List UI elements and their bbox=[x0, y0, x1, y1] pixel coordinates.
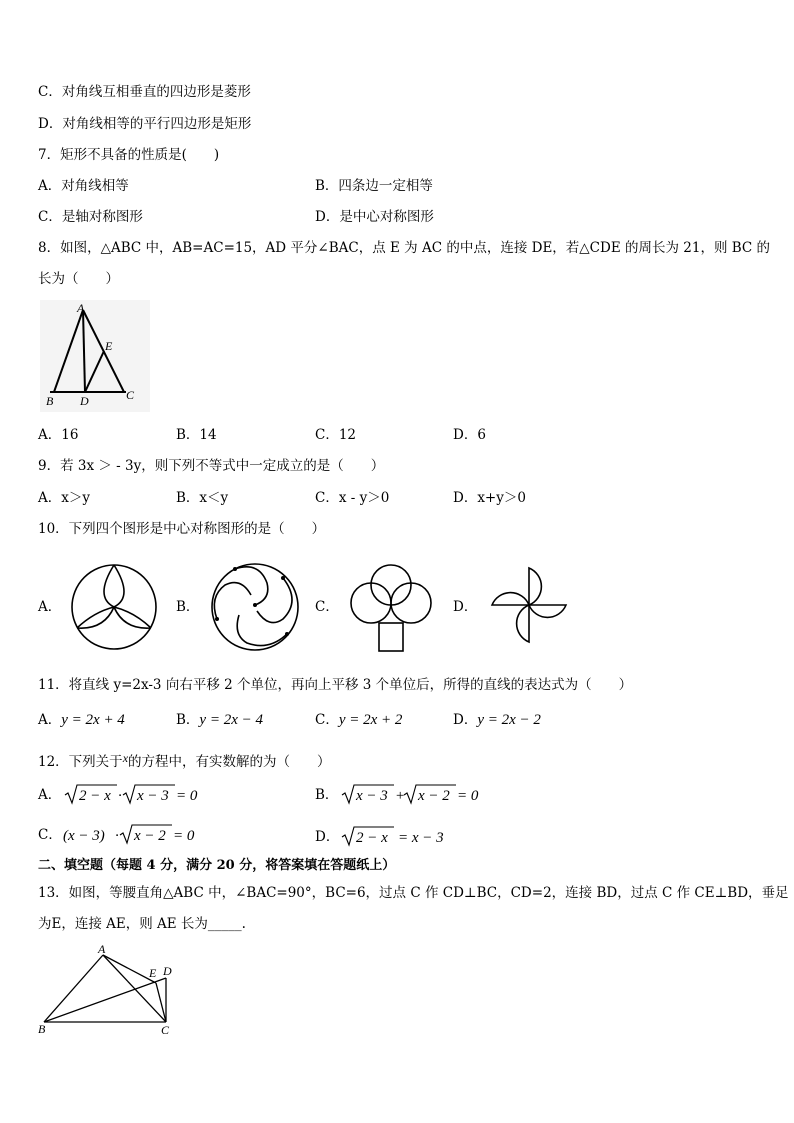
section-2-heading: 二、填空题（每题 4 分，满分 20 分，将答案填在答题纸上） bbox=[38, 858, 396, 873]
q12-a-rad2: x − 3 bbox=[137, 788, 169, 804]
q12-b-eq0: = 0 bbox=[457, 788, 479, 804]
q10-figure-a bbox=[69, 562, 159, 652]
q10-option-a-label: A． bbox=[38, 599, 62, 615]
q7-option-b: B．四条边一定相等 bbox=[315, 178, 433, 194]
q9-stem: 9．若 3x ＞ - 3y，则下列不等式中一定成立的是（ ） bbox=[38, 458, 385, 474]
q8-option-c: C．12 bbox=[315, 427, 357, 443]
q12-c-dot: · bbox=[115, 828, 119, 844]
q9-option-d: D．x+y＞0 bbox=[453, 490, 526, 506]
q12-stem bbox=[38, 749, 331, 771]
q13-label-d: D bbox=[163, 964, 172, 978]
q12-c-rad: x − 2 bbox=[134, 828, 166, 844]
q13-stem-line1: 13．如图，等腰直角△ABC 中，∠BAC=90°，BC=6，过点 C 作 CD⊥BC，CD=2，连接 BD，过点 C 作 CE⊥BD，垂足 bbox=[38, 885, 789, 901]
q12-stem-pre: 12．下列关于 bbox=[38, 754, 123, 770]
q8-option-b: B．14 bbox=[176, 427, 217, 443]
q11-option-a bbox=[38, 711, 125, 729]
q13-label-e: E bbox=[149, 966, 157, 980]
q12-option-c-label: C． bbox=[38, 827, 62, 843]
q12-b-plus: + bbox=[395, 788, 406, 804]
q13-stem-line2: 为E，连接 AE，则 AE 长为_____. bbox=[38, 916, 246, 932]
q13-label-b: B bbox=[38, 1022, 46, 1036]
q7-option-c: C．是轴对称图形 bbox=[38, 209, 143, 225]
q11-option-d-label: D． bbox=[453, 712, 478, 728]
q7-option-a: A．对角线相等 bbox=[38, 178, 129, 194]
q12-option-b-math bbox=[340, 783, 480, 807]
q10-stem: 10．下列四个图形是中心对称图形的是（ ） bbox=[38, 521, 326, 537]
q9-option-c: C．x - y＞0 bbox=[315, 490, 390, 506]
q8-label-d: D bbox=[80, 394, 89, 408]
q10-figure-b bbox=[209, 561, 301, 653]
q12-option-c-math bbox=[63, 823, 203, 847]
q12-b-rad1: x − 3 bbox=[356, 788, 388, 804]
q11-option-d-math: y = 2x − 2 bbox=[477, 712, 541, 728]
q12-d-rad: 2 − x bbox=[356, 830, 388, 846]
q10-figure-c bbox=[347, 563, 437, 653]
q12-option-a-label: A． bbox=[38, 787, 62, 803]
q13-triangle-figure bbox=[36, 940, 186, 1040]
q7-option-d: D．是中心对称图形 bbox=[315, 209, 434, 225]
q11-option-d bbox=[453, 711, 541, 729]
q6-option-d: D．对角线相等的平行四边形是矩形 bbox=[38, 116, 252, 132]
q10-figure-d bbox=[488, 564, 574, 650]
q6-option-c: C．对角线互相垂直的四边形是菱形 bbox=[38, 84, 251, 100]
q12-option-a-math bbox=[63, 783, 198, 807]
q9-option-a: A．x＞y bbox=[38, 490, 90, 506]
q12-c-paren: (x − 3) bbox=[63, 828, 105, 844]
q10-option-b-label: B． bbox=[176, 599, 200, 615]
q10-option-c-label: C． bbox=[315, 599, 339, 615]
q8-stem-line1: 8．如图，△ABC 中，AB=AC=15，AD 平分∠BAC，点 E 为 AC 的中点，连接 DE，若△CDE 的周长为 21，则 BC 的 bbox=[38, 240, 771, 256]
q12-option-b-label: B． bbox=[315, 787, 339, 803]
q8-label-e: E bbox=[105, 339, 113, 353]
q11-option-c bbox=[315, 711, 402, 729]
q12-d-eq: = x − 3 bbox=[398, 830, 444, 846]
q12-option-d-label: D． bbox=[315, 829, 340, 845]
q11-option-b-math: y = 2x − 4 bbox=[199, 712, 263, 728]
q13-label-a: A bbox=[98, 942, 106, 956]
q8-triangle-figure bbox=[40, 300, 150, 412]
q8-label-a: A bbox=[77, 301, 85, 315]
q7-stem: 7．矩形不具备的性质是( ) bbox=[38, 147, 220, 163]
q11-option-b bbox=[176, 711, 263, 729]
q12-b-rad2: x − 2 bbox=[418, 788, 450, 804]
q12-stem-post: 的方程中，有实数解的为（ ） bbox=[128, 754, 331, 770]
q8-stem-line2: 长为（ ） bbox=[38, 271, 119, 287]
q11-option-c-label: C． bbox=[315, 712, 339, 728]
q9-option-b: B．x＜y bbox=[176, 490, 229, 506]
q12-option-d-math bbox=[340, 825, 470, 849]
q12-a-rad1: 2 − x bbox=[79, 788, 111, 804]
q11-option-c-math: y = 2x + 2 bbox=[338, 712, 403, 728]
q11-option-a-label: A． bbox=[38, 712, 62, 728]
q8-option-d: D．6 bbox=[453, 427, 486, 443]
q8-option-a: A．16 bbox=[38, 427, 79, 443]
q8-label-b: B bbox=[46, 394, 54, 408]
q12-stem-var: x bbox=[122, 751, 129, 765]
q11-option-b-label: B． bbox=[176, 712, 200, 728]
q12-a-eq0: = 0 bbox=[176, 788, 198, 804]
q12-a-dot: · bbox=[118, 788, 122, 804]
q12-c-eq0: = 0 bbox=[173, 828, 195, 844]
q10-option-d-label: D． bbox=[453, 599, 478, 615]
q11-stem: 11．将直线 y=2x-3 向右平移 2 个单位，再向上平移 3 个单位后，所得的直线的表达式为（ ） bbox=[38, 677, 633, 693]
q13-label-c: C bbox=[161, 1023, 170, 1037]
q8-label-c: C bbox=[126, 388, 135, 402]
q11-option-a-math: y = 2x + 4 bbox=[61, 712, 125, 728]
